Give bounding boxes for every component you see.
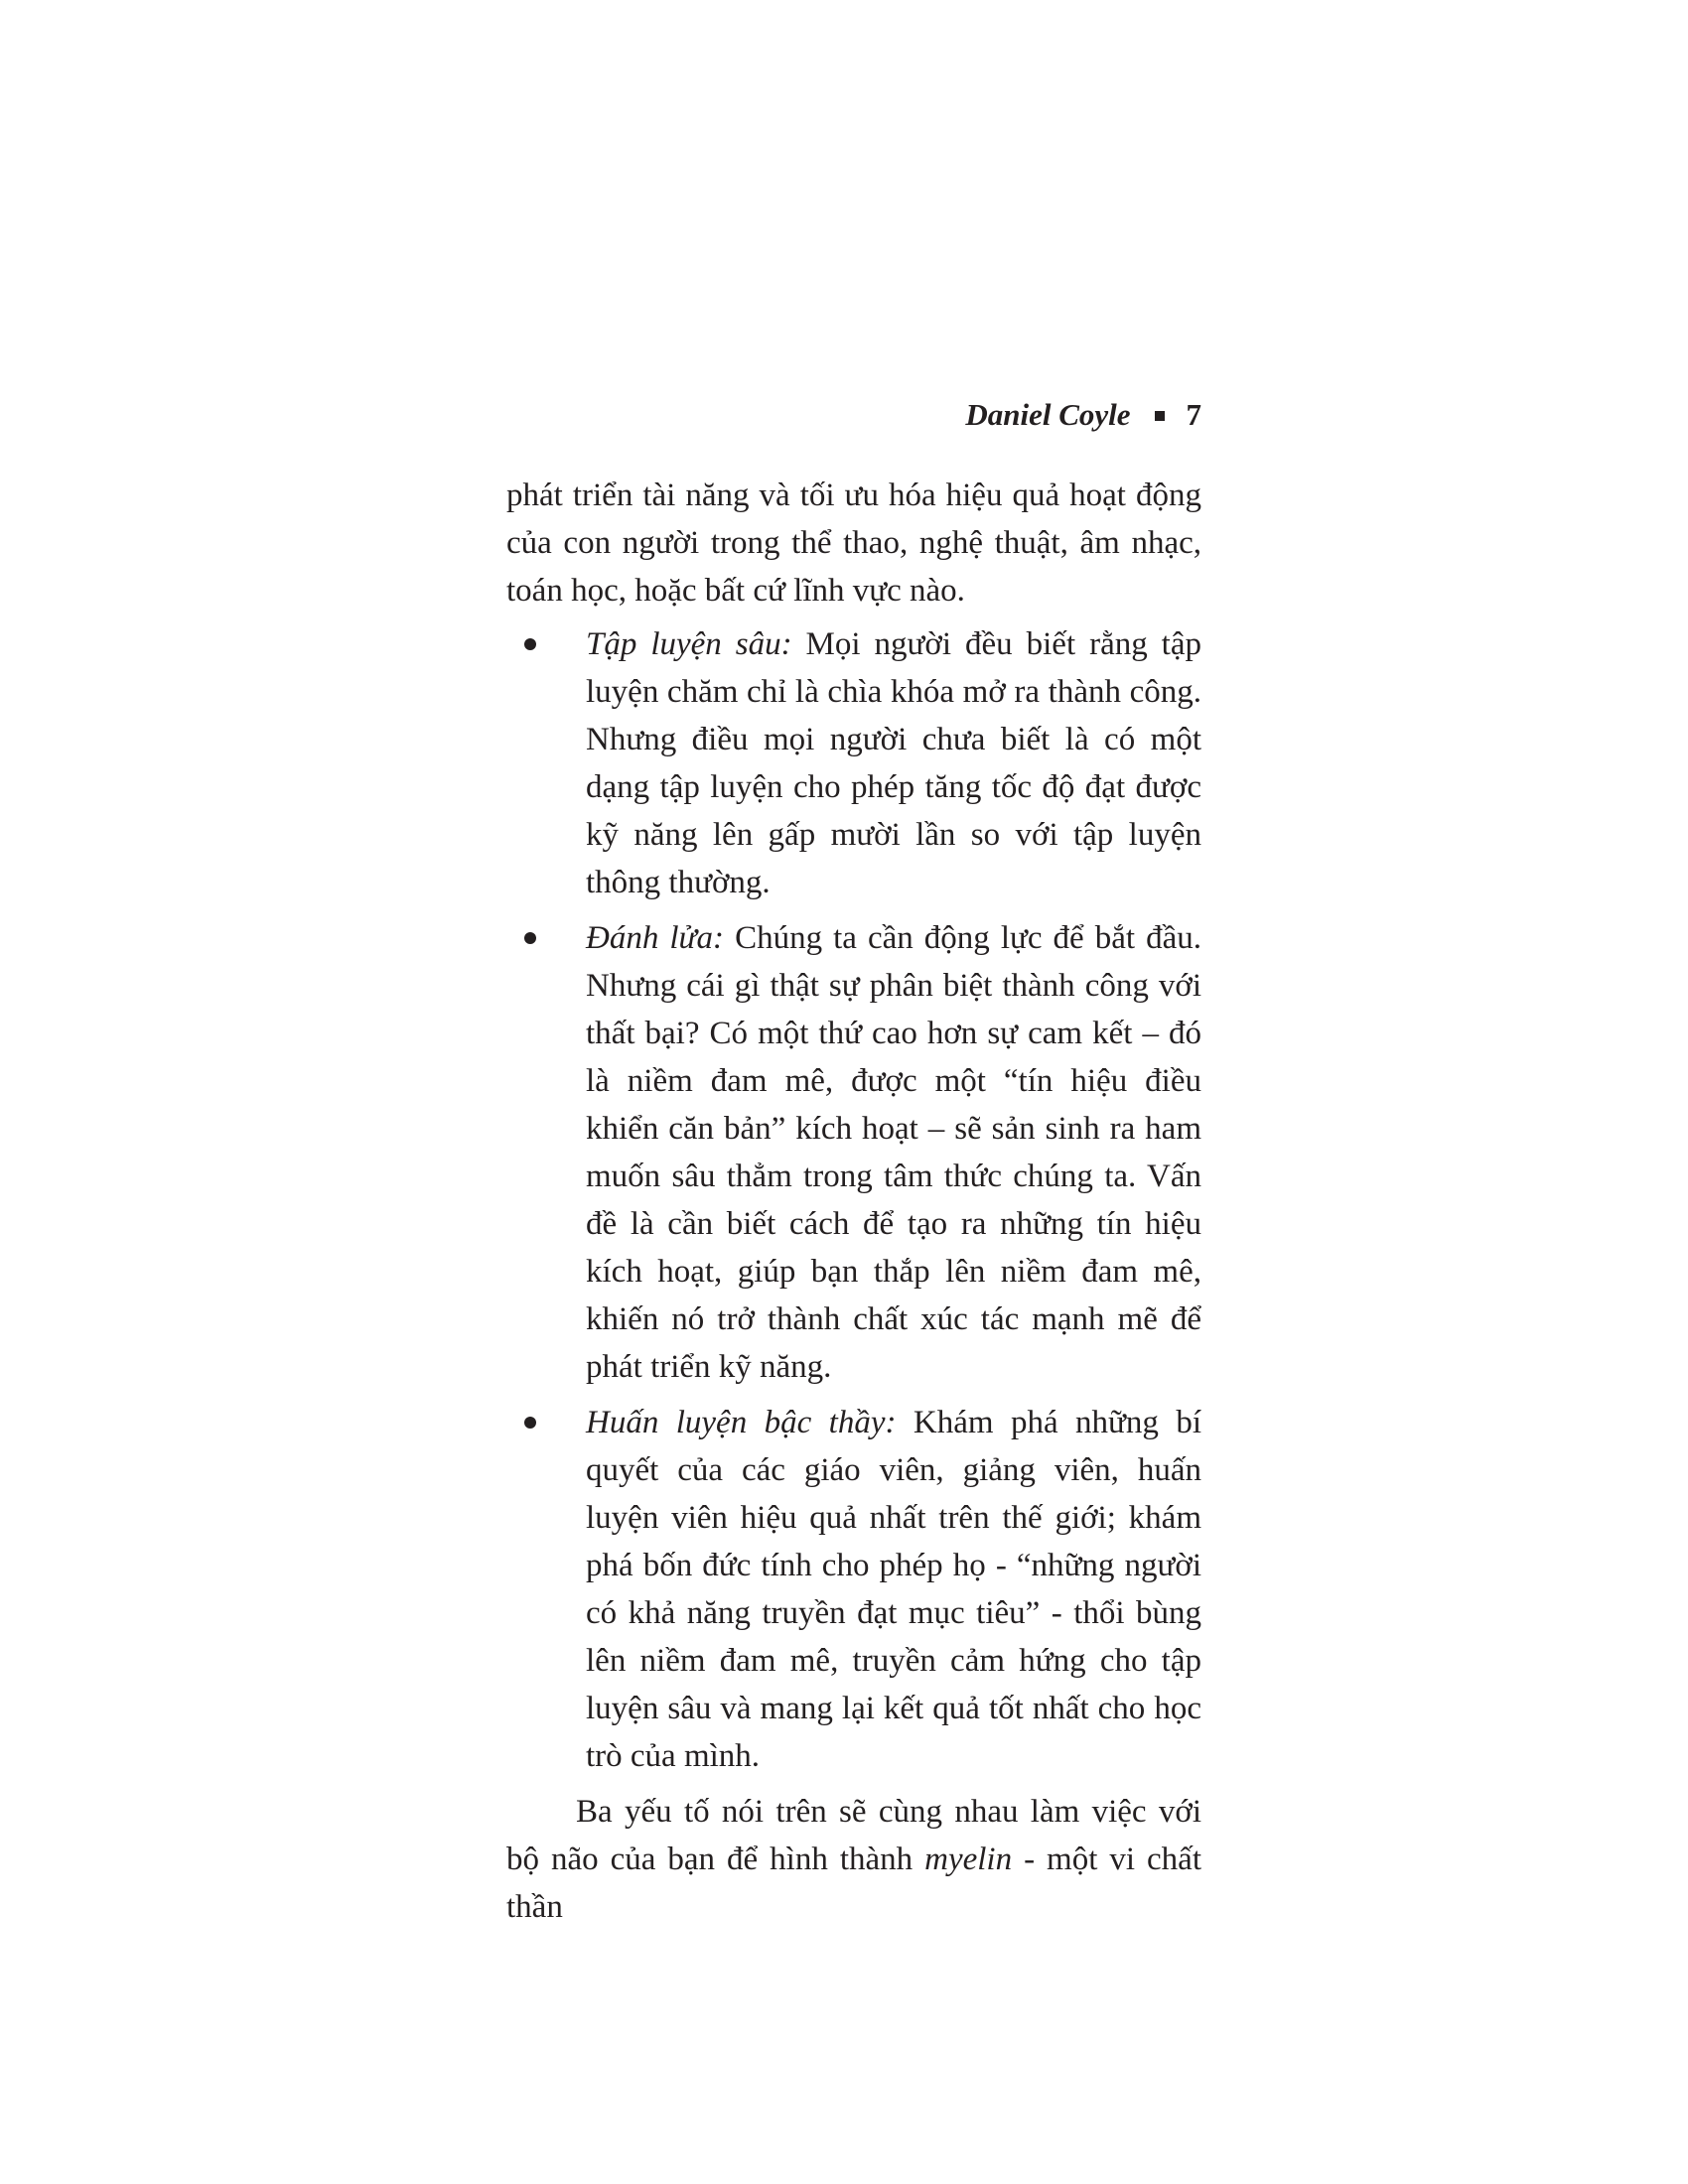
- list-item: [506, 1399, 1201, 1780]
- closing-text-after: - một vi chất thần: [506, 1842, 1201, 1925]
- bullet-icon: [524, 638, 536, 650]
- bullet-text: Mọi người đều biết rằng tập luyện chăm chỉ là chìa khóa mở ra thành công. Nhưng điều mọi người chưa biết là có một dạng tập luyện cho phép tăng tốc độ đạt được kỹ năng lên gấp mười lần so với tập luyện thông thường.: [586, 626, 1201, 900]
- body-text: [506, 472, 1201, 1931]
- bullet-icon: [524, 1417, 536, 1429]
- header-separator: [1155, 411, 1165, 421]
- closing-text-before: Ba yếu tố nói trên sẽ cùng nhau làm việc với bộ não của bạn để hình thành: [506, 1794, 1201, 1877]
- list-item: [506, 620, 1201, 906]
- bullet-text: Chúng ta cần động lực để bắt đầu. Nhưng cái gì thật sự phân biệt thành công với thất bại? Có một thứ cao hơn sự cam kết – đó là niềm đam mê, được một “tín hiệu điều khiển căn bản” kích hoạt – sẽ sản sinh ra ham muốn sâu thẳm trong tâm thức chúng ta. Vấn đề là cần biết cách để tạo ra những tín hiệu kích hoạt, giúp bạn thắp lên niềm đam mê, khiến nó trở thành chất xúc tác mạnh mẽ để phát triển kỹ năng.: [586, 920, 1201, 1385]
- closing-paragraph: [506, 1788, 1201, 1931]
- bullet-lead: Đánh lửa:: [586, 920, 725, 956]
- page-number: 7: [1186, 397, 1201, 432]
- bullet-lead: Tập luyện sâu:: [586, 626, 792, 662]
- bullet-list: [506, 620, 1201, 1780]
- list-item: [506, 914, 1201, 1391]
- header-author: Daniel Coyle: [965, 397, 1131, 432]
- running-header: [506, 395, 1201, 435]
- bullet-lead: Huấn luyện bậc thầy:: [586, 1405, 897, 1440]
- closing-term: myelin: [924, 1842, 1013, 1877]
- bullet-text: Khám phá những bí quyết của các giáo viên, giảng viên, huấn luyện viên hiệu quả nhất trên thế giới; khám phá bốn đức tính cho phép họ - “những người có khả năng truyền đạt mục tiêu” - thổi bùng lên niềm đam mê, truyền cảm hứng cho tập luyện sâu và mang lại kết quả tốt nhất cho học trò của mình.: [586, 1405, 1201, 1774]
- bullet-icon: [524, 932, 536, 944]
- intro-paragraph: phát triển tài năng và tối ưu hóa hiệu quả hoạt động của con người trong thể thao, nghệ thuật, âm nhạc, toán học, hoặc bất cứ lĩnh vực nào.: [506, 478, 1201, 609]
